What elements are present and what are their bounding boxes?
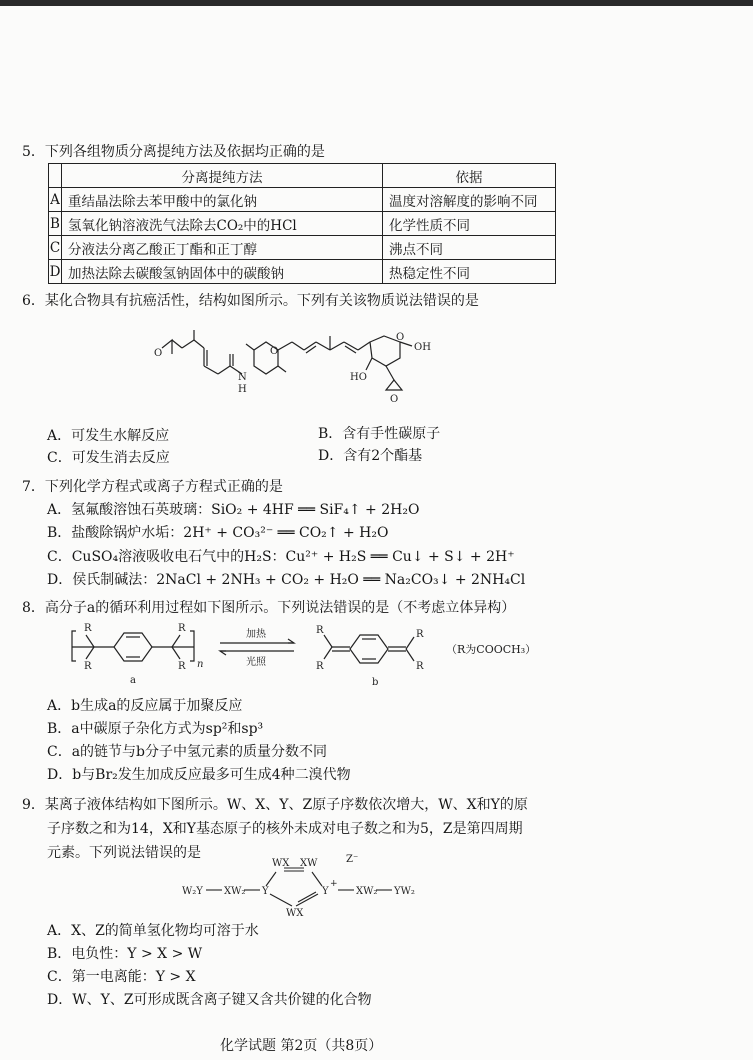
q9-ion-structure-diagram [178,848,438,918]
wx-label-bottom: WX [286,908,304,918]
table-row [49,236,556,260]
row-basis: 沸点不同 [383,236,556,260]
row-method: 加热法除去碳酸氢钠固体中的碳酸钠 [62,260,383,284]
q6-stem: 6．某化合物具有抗癌活性，结构如图所示。下列有关该物质说法错误的是 [22,293,479,309]
q9-option-c: C．第一电离能：Y > X [47,969,196,985]
anion-z-label: Z⁻ [346,854,359,865]
row-method: 分液法分离乙酸正丁酯和正丁醇 [62,236,383,260]
q8-option-b: B．a中碳原子杂化方式为sp²和sp³ [47,721,264,737]
page-footer: 化学试题 第2页（共8页） [220,1038,383,1054]
row-basis: 化学性质不同 [383,212,556,236]
r-label: R [316,625,324,636]
row-basis: 温度对溶解度的影响不同 [383,188,556,212]
q9-stem-line-1: 9．某离子液体结构如下图所示。W、X、Y、Z原子序数依次增大，W、X和Y的原 [22,797,528,813]
row-label: B [49,212,62,236]
q8-option-a: A．b生成a的反应属于加聚反应 [47,698,243,714]
row-label: D [49,260,62,284]
row-method: 重结晶法除去苯甲酸中的氯化钠 [62,188,383,212]
light-label: 光照 [246,657,266,668]
q5-stem: 5．下列各组物质分离提纯方法及依据均正确的是 [22,144,325,160]
y-label-right: Y [322,886,329,897]
xw-label-right: XW [300,858,318,869]
table-row [49,188,556,212]
q9-option-b: B．电负性：Y > X > W [47,946,203,962]
q6-option-c: C．可发生消去反应 [47,450,170,466]
xw2-label-left: XW₂ [224,886,246,897]
q8-option-d: D．b与Br₂发生加成反应最多可生成4种二溴代物 [47,767,351,783]
r-label: R [416,661,424,672]
table-header-row [49,164,556,188]
r-definition-note: （R为COOCH₃） [446,643,537,656]
y-label-left: Y [262,886,269,897]
r-label: R [416,629,424,640]
ring-oxygen-label: O [270,346,279,357]
q6-option-d: D．含有2个酯基 [318,448,423,464]
hydroxyl-label-2: HO [350,372,367,383]
xw2-label-right: XW₂ [356,886,378,897]
q6-structure-diagram [150,318,450,410]
header-basis: 依据 [383,164,556,188]
label-a: a [130,675,136,686]
r-label: R [316,661,324,672]
n-subscript: n [197,659,204,670]
table-row [49,260,556,284]
row-basis: 热稳定性不同 [383,260,556,284]
q6-option-a: A．可发生水解反应 [47,428,170,444]
cation-plus-label: + [330,879,338,889]
acetate-oxygen-label: O [154,348,163,359]
q9-option-a: A．X、Z的简单氢化物均可溶于水 [47,923,259,939]
table-corner [49,164,62,188]
q9-stem-line-2: 子序数之和为14，X和Y基态原子的核外未成对电子数之和为5，Z是第四周期 [47,821,523,837]
q8-stem: 8．高分子a的循环利用过程如下图所示。下列说法错误的是（不考虑立体异构） [22,600,516,616]
r-label: R [178,661,186,672]
q7-option-a: A．氢氟酸溶蚀石英玻璃：SiO₂ + 4HF ══ SiF₄↑ + 2H₂O [47,502,420,518]
r-label: R [178,623,186,634]
heat-label: 加热 [246,629,266,640]
hydrogen-label: H [238,384,247,395]
q6-option-b: B．含有手性碳原子 [318,426,441,442]
epoxide-oxygen-label: O [390,394,399,405]
nitrogen-label: N [238,372,247,383]
q8-reaction-diagram [60,617,580,689]
q8-option-c: C．a的链节与b分子中氢元素的质量分数不同 [47,744,328,760]
table-row [49,212,556,236]
r-label: R [84,623,92,634]
q7-option-b: B．盐酸除锅炉水垢：2H⁺ + CO₃²⁻ ══ CO₂↑ + H₂O [47,525,389,541]
q9-option-d: D．W、Y、Z可形成既含离子键又含共价键的化合物 [47,992,372,1008]
row-label: A [49,188,62,212]
header-method: 分离提纯方法 [62,164,383,188]
ring2-oxygen-label: O [396,332,405,343]
hydroxyl-label-1: OH [414,342,431,353]
top-border [0,0,753,6]
r-label: R [84,661,92,672]
label-b: b [372,677,379,688]
q7-option-d: D．侯氏制碱法：2NaCl + 2NH₃ + CO₂ + H₂O ══ Na₂CO₃↓ + 2NH₄Cl [47,572,526,588]
row-label: C [49,236,62,260]
q5-table [48,163,556,284]
q9-stem-line-3: 元素。下列说法错误的是 [47,845,201,861]
q7-stem: 7．下列化学方程式或离子方程式正确的是 [22,479,283,495]
yw2-label: YW₂ [394,886,415,897]
wx-label-left: WX [272,858,290,869]
row-method: 氢氧化钠溶液洗气法除去CO₂中的HCl [62,212,383,236]
q7-option-c: C．CuSO₄溶液吸收电石气中的H₂S：Cu²⁺ + H₂S ══ Cu↓ + S↓ + 2H⁺ [47,549,515,565]
w2y-label: W₂Y [182,886,203,897]
